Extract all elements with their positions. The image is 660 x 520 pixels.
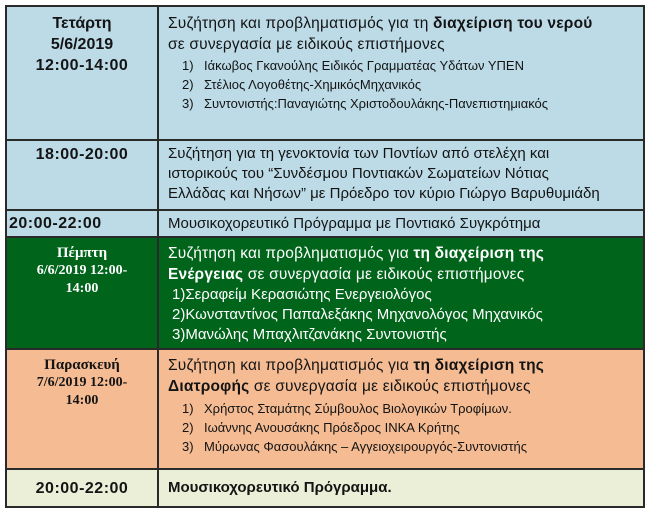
list-item bbox=[182, 399, 643, 418]
item-text: Ιωάννης Ανουσάκης Πρόεδρος ΙΝΚΑ Κρήτης bbox=[204, 420, 460, 435]
day-label: Παρασκευή bbox=[44, 357, 120, 373]
item-text: Συντονιστής:Παναγιώτης Χριστοδουλάκης-Πανεπιστημιακός bbox=[204, 96, 549, 111]
date-cell bbox=[7, 211, 159, 236]
description-line: Μουσικοχορευτικό Πρόγραμμα με Ποντιακό Συγκρότημα bbox=[168, 215, 541, 232]
schedule-row-wednesday bbox=[7, 7, 643, 141]
list-item: 2)Κωνσταντίνος Παπαλεξάκης Μηχανολόγος Μηχανικός bbox=[172, 306, 543, 323]
list-item: 1)Σεραφείμ Κερασιώτης Ενεργειολόγος bbox=[172, 286, 432, 303]
time-label: 14:00 bbox=[65, 393, 99, 408]
schedule-row-thursday bbox=[7, 238, 643, 350]
heading-topic: Ενέργειας bbox=[168, 266, 244, 283]
speaker-list bbox=[168, 399, 643, 456]
description-cell bbox=[159, 238, 643, 348]
item-number: 2) bbox=[182, 420, 194, 435]
heading-text: σε συνεργασία με ειδικούς επιστήμονες bbox=[249, 378, 531, 395]
item-text: Ιάκωβος Γκανούλης Ειδικός Γραμματέας Υδάτων ΥΠΕΝ bbox=[204, 58, 524, 73]
heading-text: Συζήτηση και προβληματισμός για bbox=[168, 357, 414, 374]
item-number: 3) bbox=[182, 439, 194, 454]
description-line: Μουσικοχορευτικό Πρόγραμμα. bbox=[168, 479, 392, 496]
description-cell bbox=[159, 211, 643, 236]
time-label: 18:00-20:00 bbox=[35, 146, 129, 163]
speaker-list bbox=[168, 56, 643, 113]
schedule-row-closing-music bbox=[7, 470, 643, 506]
description-line: Ελλάδας και Νήσων” με Πρόεδρο τον κύριο Γιώργο Βαρυθυμιάδη bbox=[168, 185, 600, 202]
time-label: 14:00 bbox=[65, 281, 99, 296]
heading-text: σε συνεργασία με ειδικούς επιστήμονες bbox=[243, 266, 525, 283]
time-label: 12:00-14:00 bbox=[35, 57, 129, 74]
item-number: 1) bbox=[182, 58, 194, 73]
schedule-table bbox=[5, 5, 645, 508]
description-cell bbox=[159, 350, 643, 468]
item-number: 3) bbox=[182, 96, 194, 111]
date-label: 5/6/2019 bbox=[50, 36, 114, 53]
list-item: 3)Μανώλης Μπαχλιτζανάκης Συντονιστής bbox=[172, 326, 447, 343]
list-item bbox=[182, 94, 643, 113]
heading-topic: τη διαχείριση της bbox=[413, 357, 545, 374]
item-number: 1) bbox=[182, 401, 194, 416]
description-cell bbox=[159, 470, 643, 506]
list-item bbox=[182, 418, 643, 437]
item-number: 2) bbox=[182, 77, 194, 92]
description-line: Συζήτηση για τη γενοκτονία των Ποντίων από στελέχη και bbox=[168, 145, 550, 162]
date-cell bbox=[7, 7, 159, 139]
session-heading bbox=[168, 13, 643, 34]
heading-text: Συζήτηση και προβληματισμός για bbox=[168, 245, 414, 262]
item-text: Στέλιος Λογοθέτης-ΧημικόςΜηχανικός bbox=[204, 77, 422, 92]
schedule-row-music bbox=[7, 211, 643, 238]
day-label: Τετάρτη bbox=[52, 15, 112, 32]
list-item bbox=[182, 437, 643, 456]
date-cell bbox=[7, 350, 159, 468]
list-item bbox=[182, 56, 643, 75]
heading-text: Συζήτηση και προβληματισμός για τη bbox=[168, 15, 434, 32]
day-label: Πέμπτη bbox=[56, 245, 108, 261]
item-text: Μύρωνας Φασουλάκης – Αγγειοχειρουργός-Συντονιστής bbox=[204, 439, 528, 454]
item-text: Χρήστος Σταμάτης Σύμβουλος Βιολογικών Τροφίμων. bbox=[204, 401, 512, 416]
date-time-label: 6/6/2019 12:00- bbox=[36, 263, 128, 278]
description-line: ιστορικούς του “Συνδέσμου Ποντιακών Σωματείων Νότιας bbox=[168, 165, 549, 182]
heading-topic: Διατροφής bbox=[168, 378, 250, 395]
date-time-label: 7/6/2019 12:00- bbox=[36, 375, 128, 390]
session-subheading: σε συνεργασία με ειδικούς επιστήμονες bbox=[168, 36, 445, 53]
heading-topic: τη διαχείριση της bbox=[413, 245, 545, 262]
session-subheading bbox=[168, 376, 643, 397]
list-item bbox=[182, 75, 643, 94]
heading-topic: διαχείριση του νερού bbox=[433, 15, 593, 32]
time-label: 20:00-22:00 bbox=[9, 215, 102, 232]
session-heading bbox=[168, 243, 643, 264]
session-subheading bbox=[168, 264, 643, 285]
session-heading bbox=[168, 355, 643, 376]
description-cell bbox=[159, 7, 643, 139]
schedule-row-evening-talk bbox=[7, 141, 643, 211]
date-cell bbox=[7, 141, 159, 209]
date-cell bbox=[7, 470, 159, 506]
description-cell bbox=[159, 141, 643, 209]
date-cell bbox=[7, 238, 159, 348]
time-label: 20:00-22:00 bbox=[35, 480, 129, 497]
schedule-row-friday bbox=[7, 350, 643, 470]
